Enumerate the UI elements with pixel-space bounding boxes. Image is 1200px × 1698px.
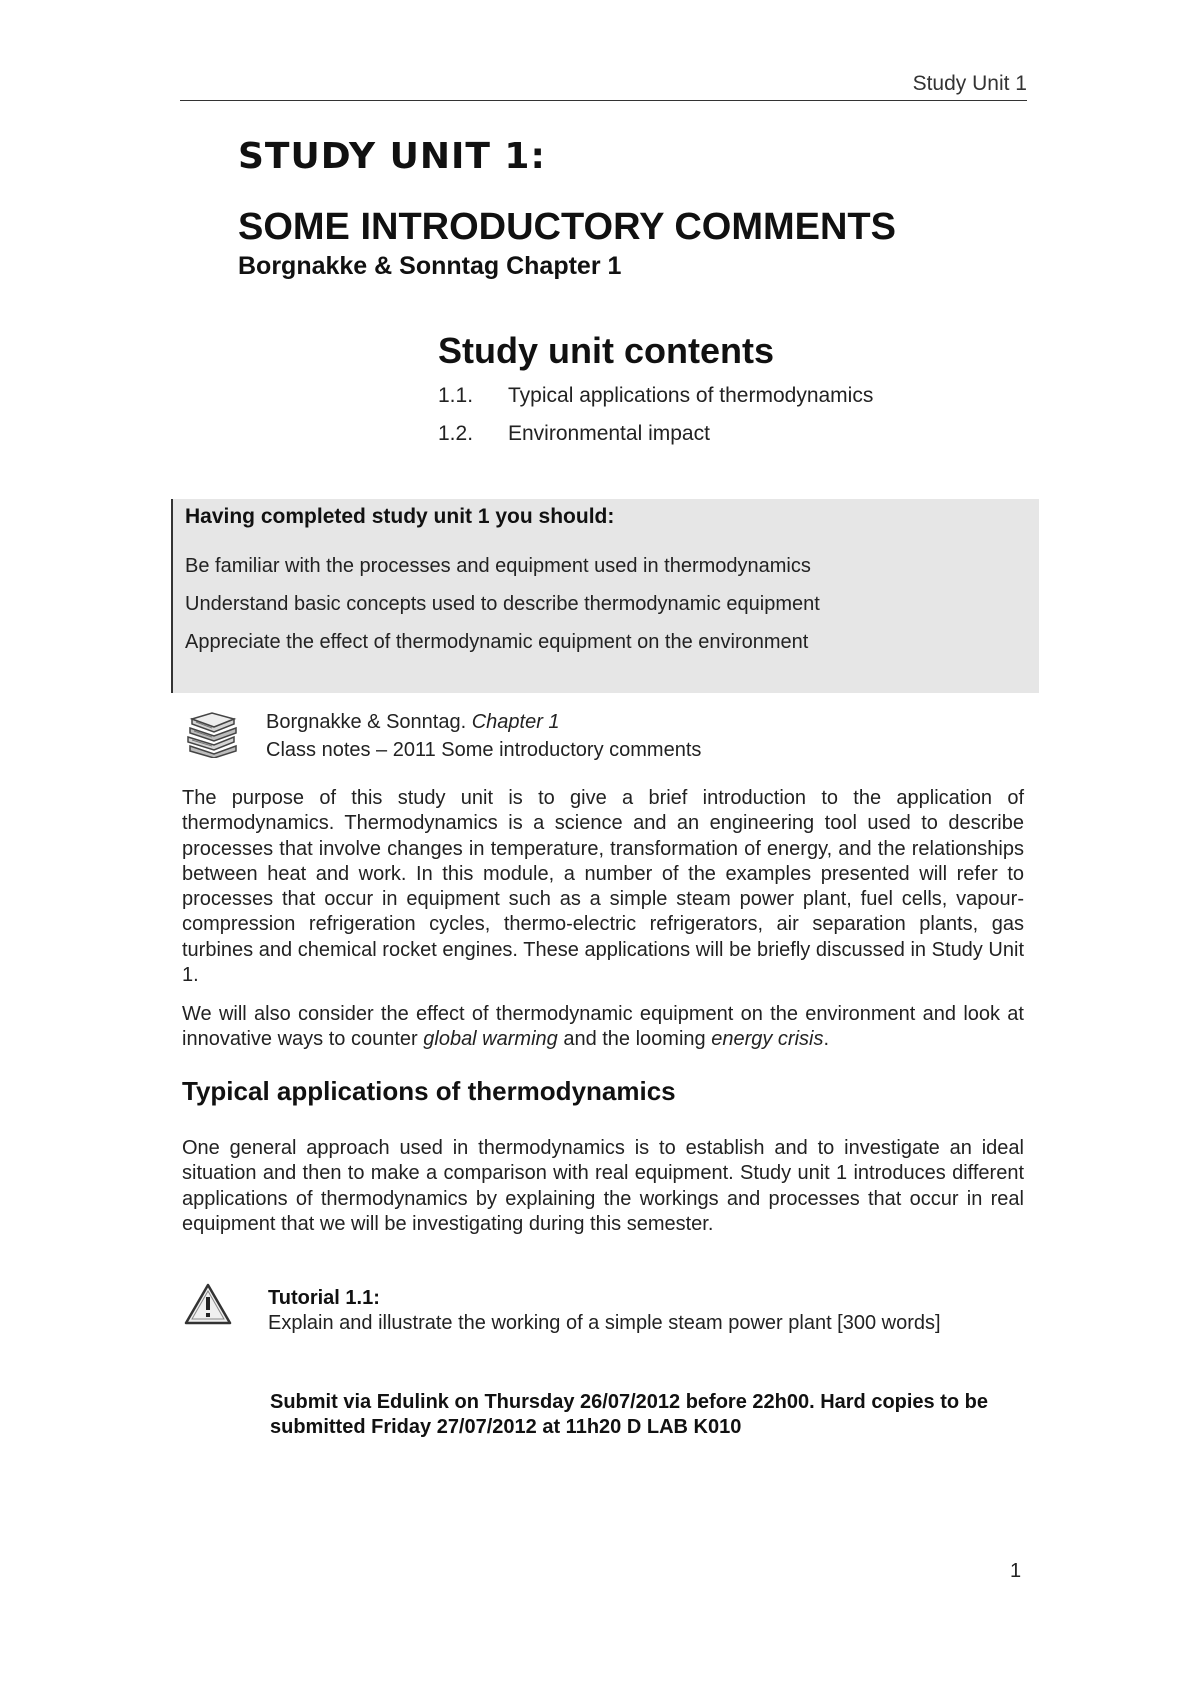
unit-reference: Borgnakke & Sonntag Chapter 1: [238, 252, 622, 280]
header-rule: [180, 100, 1027, 101]
tutorial-text: Explain and illustrate the working of a simple steam power plant [300 words]: [268, 1312, 941, 1334]
contents-item-number: 1.1.: [438, 384, 474, 407]
global-warming-term: global warming: [423, 1028, 558, 1051]
intro-paragraph: The purpose of this study unit is to give a brief introduction to the application of thermodynamics. Thermodynamics is a science and an engineering tool used to describe processes that involve changes in temperature, transformation of energy, and the relationships between heat and work. In this module, a number of the examples presented will refer to processes that occur in equipment such as a simple steam power plant, fuel cells, vapour-compression refrigeration cycles, thermo-electric refrigerators, air separation plants, gas turbines and chemical rocket engines. These applications will be briefly discussed in Study Unit 1.: [182, 787, 1024, 987]
environment-text-a: We will also consider the effect of thermodynamic equipment on the environment and look at innovative ways to counter: [182, 1003, 1024, 1051]
running-header: Study Unit 1: [912, 72, 1027, 95]
energy-crisis-term: energy crisis: [711, 1028, 824, 1051]
reading-line-1: [266, 708, 701, 736]
submission-note: Submit via Edulink on Thursday 26/07/2012 before 22h00. Hard copies to be submitted Friday 27/07/2012 at 11h20 D LAB K010: [270, 1391, 989, 1438]
contents-item-text: Environmental impact: [508, 422, 710, 445]
tutorial-title: Tutorial 1.1:: [268, 1287, 380, 1309]
section-heading: Typical applications of thermodynamics: [182, 1076, 676, 1106]
environment-text-b: and the looming: [563, 1028, 706, 1051]
environment-text-end: .: [823, 1028, 830, 1051]
reading-chapter: Chapter 1: [471, 711, 560, 733]
reading-line-2: Class notes – 2011 Some introductory comments: [266, 739, 702, 761]
approach-paragraph: One general approach used in thermodynamics is to establish and to investigate an ideal situation and then to make a comparison with real equipment. Study unit 1 introduces different applications of thermodynamics by explaining the workings and processes that occur in real equipment that we will be investigating during this semester.: [182, 1137, 1024, 1235]
learning-outcome-item: Understand basic concepts used to describe thermodynamic equipment: [185, 593, 820, 615]
learning-outcome-item: Appreciate the effect of thermodynamic equipment on the environment: [185, 631, 809, 653]
unit-title: STUDY UNIT 1:: [238, 136, 546, 177]
learning-outcomes-box: [171, 499, 1039, 693]
learning-outcomes-heading: Having completed study unit 1 you should:: [185, 505, 615, 528]
reading-source: Borgnakke & Sonntag.: [266, 711, 467, 733]
prescribed-reading: [266, 708, 701, 764]
warning-icon: [184, 1282, 232, 1326]
contents-item-number: 1.2.: [438, 422, 474, 445]
books-icon: [184, 710, 240, 758]
contents-heading: Study unit contents: [438, 330, 774, 371]
unit-subtitle: SOME INTRODUCTORY COMMENTS: [238, 206, 896, 248]
page-number: 1: [1010, 1560, 1022, 1582]
environment-paragraph: [182, 1002, 1024, 1053]
learning-outcome-item: Be familiar with the processes and equipment used in thermodynamics: [185, 555, 811, 577]
contents-item-text: Typical applications of thermodynamics: [508, 384, 874, 407]
